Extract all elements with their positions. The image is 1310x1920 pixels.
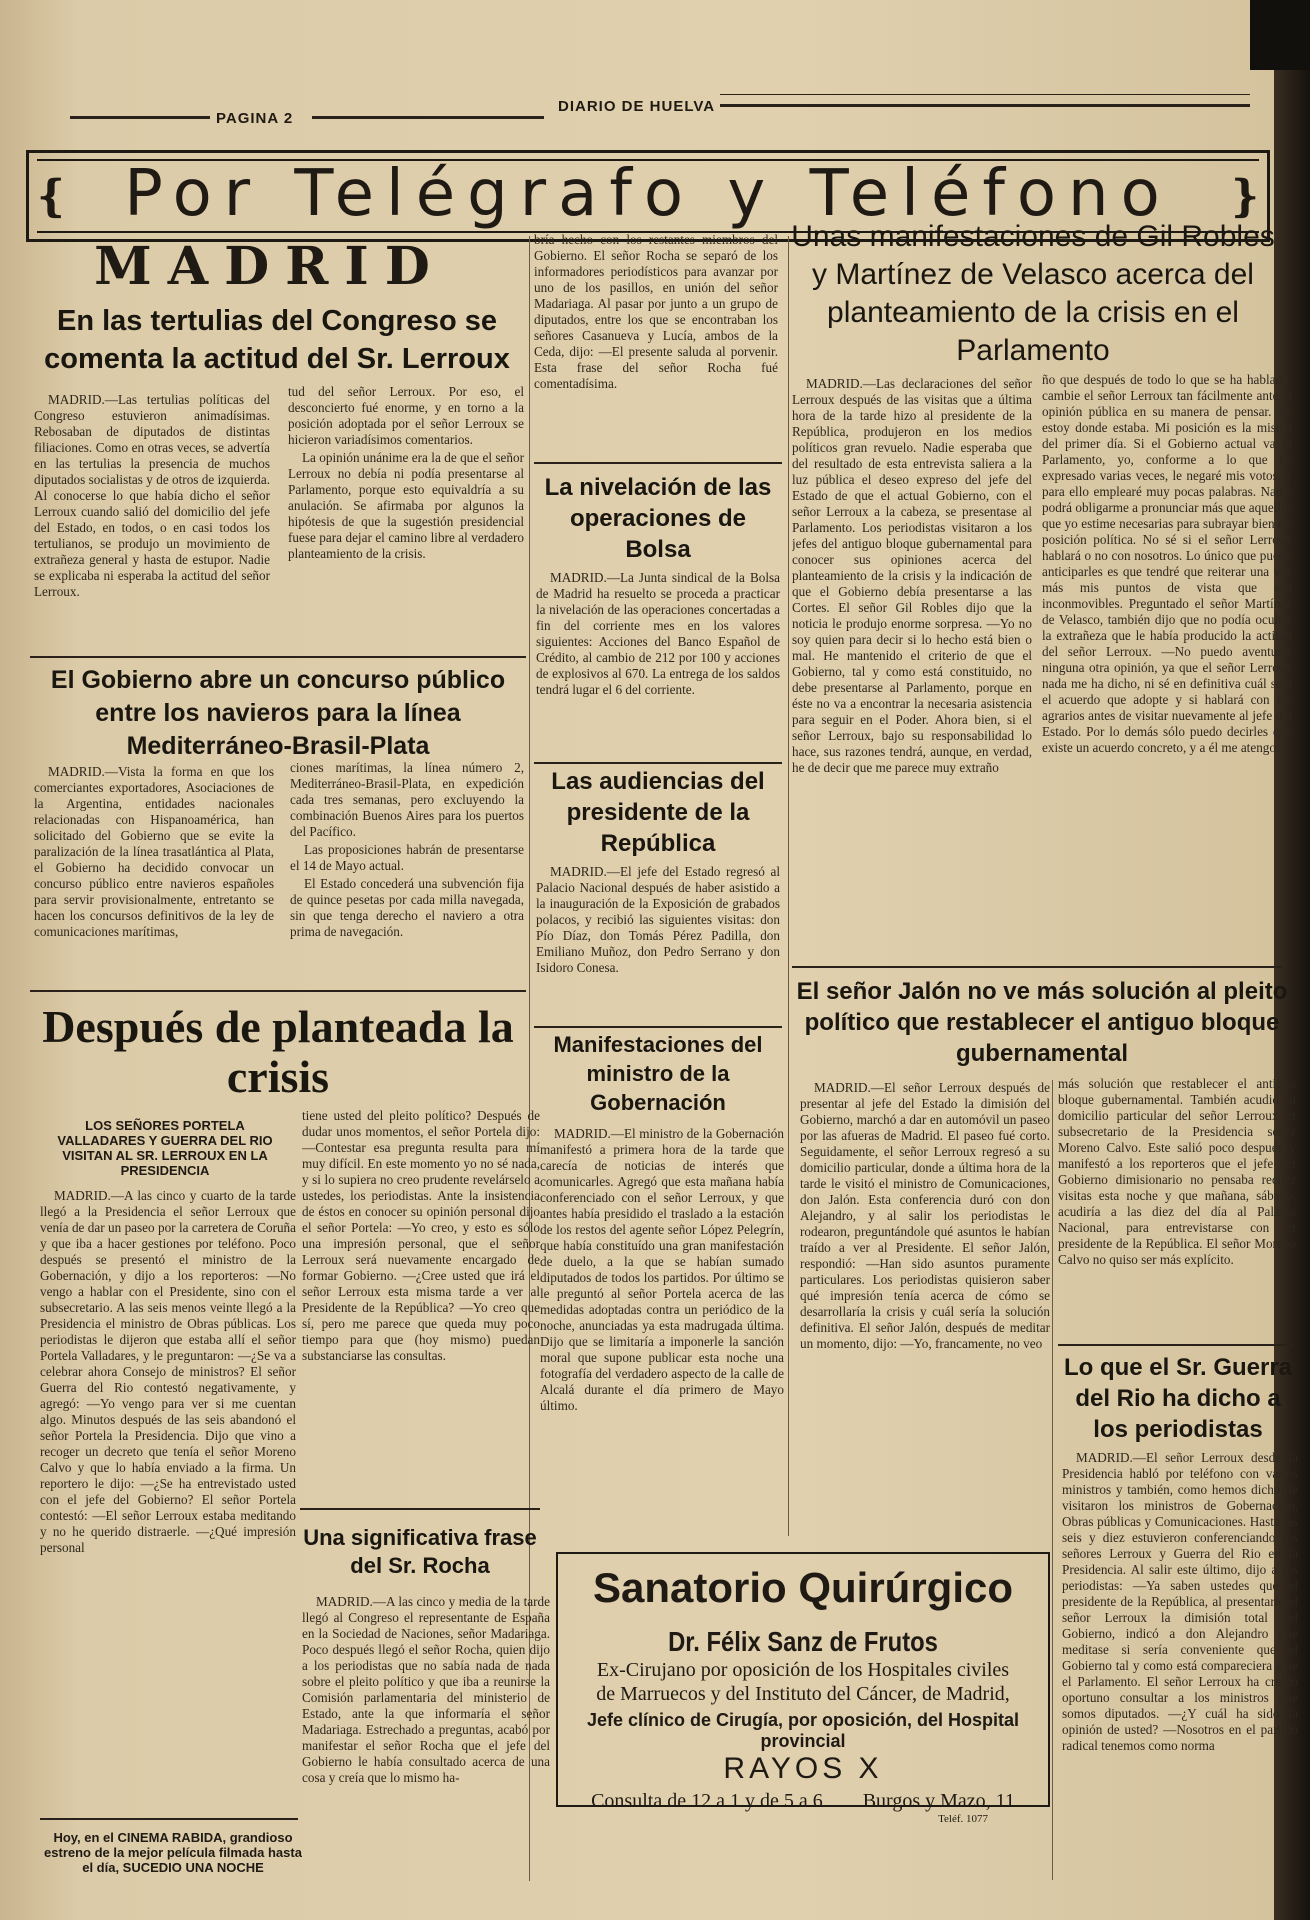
separator — [534, 762, 782, 764]
ad-credentials-2: de Marruecos y del Instituto del Cáncer, de Madrid, — [596, 1683, 1010, 1705]
paragraph: MADRID.—A las cinco y cuarto de la tarde llegó a la Presidencia el señor Lerroux que venía de dar un paseo por la carretera de Coruña y que iba a hacer gestiones por teléfono. Poco después se presentó el ministro de la Gobernación, y dijo a los reporteros: —No vengo a hablar con el Presidente, sino con el subsecretario. A las seis menos veinte llegó a la Presidencia el ministro de Obras públicas. Los periodistas le dijeron que estaba allí el señor Portela Valladares, y le preguntaron: —¿Se va a celebrar ahora Consejo de ministros? El señor Guerra del Rio contestó negativamente, y agregó: —Yo vengo para ver si me cuentan algo. Minutos después de las seis abandonó el señor Portela la Presidencia. Dijo que vino a recoger un decreto que tenía el señor Moreno Calvo y que lo había enviado a la firma. Un reportero le dijo: —¿Se ha entrevistado usted con el jefe del Gobierno? El señor Portela contestó: —El señor Lerroux estaba meditando y no he querido distraerle. —¿Qué impresión personal — [40, 1188, 296, 1555]
headline-guerra: Lo que el Sr. Guerra del Rio ha dicho a los periodistas — [1063, 1354, 1293, 1443]
headline-concurso: El Gobierno abre un concurso público entre los navieros para la línea Mediterráneo-Brasil-Plata — [50, 666, 506, 760]
article-gobernacion — [540, 1126, 784, 1536]
header-rule-left — [70, 116, 210, 119]
headline-rocha: Una significativa frase del Sr. Rocha — [303, 1525, 537, 1578]
headline-gilrobles: Unas manifestaciones de Gil Robles y Martínez de Velasco acerca del planteamiento de la crisis en el Parlamento — [791, 220, 1275, 367]
headline-gobernacion: Manifestaciones del ministro de la Gobernación — [553, 1032, 763, 1115]
paragraph: MADRID.—A las cinco y media de la tarde llegó al Congreso el representante de España en la Sociedad de Naciones, señor Madariaga. Poco después llegó el señor Rocha, quien dijo a los periodistas que no sabía nada de nada sobre el pleito político y que iba a reunirse la Comisión parlamentaria del ministerio de Estado, ante la que informaría el señor Madariaga. Estrechado a preguntas, acabó por manifestar el señor Rocha que el jefe del Gobierno le había consultado acerca de una cosa y creía que lo mismo ha- — [302, 1594, 550, 1785]
article-gilrobles-col2 — [1042, 372, 1292, 928]
paragraph: El Estado concederá una subvención fija de quince pesetas por cada milla navegada, sin que tenga derecho el naviero a otra prima de navegación. — [290, 876, 524, 939]
article-jalon-col2 — [1058, 1076, 1296, 1340]
paragraph: MADRID.—El señor Lerroux después de presentar al jefe del Estado la dimisión del Gobierno, marchó a dar en automóvil un paseo por las afueras de Madrid. El paseo fué corto. Seguidamente, el señor Lerroux regresó a su domicilio particular, donde a última hora de la tarde le visitó el ministro de Comunicaciones, don Jalón. Esta conferencia duró con don Alejandro, y al salir los periodistas le rodearon, preguntándole qué asuntos le habían traído a ver al Presidente. El señor Jalón, respondió: —Han sido asuntos puramente particulares. Los periodistas quisieron saber qué impresión tenía acerca de cómo se desarrollaría la crisis y cuál sería la solución definitiva. El señor Jalón, después de meditar un momento, dijo: —Yo, francamente, no veo — [800, 1080, 1050, 1351]
ad-doctor: Dr. Félix Sanz de Frutos — [668, 1626, 938, 1657]
article-tertulias-col1 — [34, 392, 270, 654]
paragraph: ño que después de todo lo que se ha hablado, cambie el señor Lerroux tan fácilmente ante la opinión pública en su manera de pensar. Yo estoy donde estaba. Mi posición es la misma del primer día. Si el Gobierno actual va al Parlamento, yo, conforme a lo que he expresado varias veces, le negaré mis votos, y para ello emplearé muy pocas palabras. Nadie podrá obligarme a pronunciar más que aquellas que yo estime necesarias para subrayar bien mi posición política. No sé si el señor Lerroux hablará o no con nosotros. Lo único que puedo anticiparles es que tendré que reiterar una vez más mis puntos de vista que son inconmovibles. Preguntado el señor Martínez de Velasco, también dijo que no podía ocultar la extrañeza que le había producido la actitud del señor Lerroux. —No puedo aventurar ninguna otra opinión, ya que el señor Lerroux nada me ha dicho, ni sé en definitiva cuál será el acuerdo que adopte y si hablará con los agrarios antes de visitar nuevamente al jefe del Estado. Por lo demás sólo puedo decirles que existe un acuerdo concreto, y a él me atengo. — [1042, 372, 1292, 755]
column-rule-2 — [788, 236, 789, 1536]
ad-credentials-1: Ex-Cirujano por oposición de los Hospitales civiles — [596, 1659, 1010, 1681]
paragraph: Las proposiciones habrán de presentarse el 14 de Mayo actual. — [290, 842, 524, 873]
headline-jalon: El señor Jalón no ve más solución al pleito político que restablecer el antiguo bloque gubernamental — [796, 978, 1288, 1067]
paragraph: bría hecho con los restantes miembros del Gobierno. El señor Rocha se separó de los informadores periodísticos para avanzar por uno de los pasillos, en unión del señor Madariaga. Al pasar por junto a un grupo de diputados, entre los que se encontraban los señores Casanueva y Lucía, ambos de la Ceda, dijo: —El presente saluda al porvenir. Esta frase del señor Rocha fué comentadísima. — [534, 232, 778, 391]
cinema-promo: Hoy, en el CINEMA RABIDA, grandioso estreno de la mejor película filmada hasta el día, SUCEDIO UNA NOCHE — [44, 1830, 302, 1875]
paragraph: MADRID.—La Junta sindical de la Bolsa de Madrid ha resuelto se proceda a practicar la nivelación de las operaciones concertadas a fin del corriente mes en los valores siguientes: Acciones del Banco Español de Crédito, al cambio de 212 por 100 y acciones de explosivos al 670. La entrega de los saldos tendrá lugar el 6 del corriente. — [536, 570, 780, 697]
paragraph: MADRID.—El jefe del Estado regresó al Palacio Nacional después de haber asistido a la inauguración de la Exposición de grabados polacos, y recibió las siguientes visitas: don Pío Díaz, don Tomás Pérez Padilla, don Emiliano Muñoz, don Pedro Serrano y don Isidoro Conesa. — [536, 864, 780, 975]
separator — [30, 990, 526, 992]
header-rule-right-thin — [720, 94, 1250, 95]
article-tertulias-col2 — [288, 384, 524, 654]
article-jalon-col1 — [800, 1080, 1050, 1536]
headline-audiencias: Las audiencias del presidente de la República — [551, 768, 765, 857]
article-crisis-col1 — [40, 1188, 296, 1816]
article-concurso-col1 — [34, 764, 274, 986]
separator — [1058, 1344, 1294, 1346]
ad-address: Burgos y Mazo, 11 — [862, 1790, 1015, 1812]
ad-title: Sanatorio Quirúrgico — [592, 1564, 1014, 1611]
ad-credentials-3: Jefe clínico de Cirugía, por oposición, del Hospital provincial — [586, 1710, 1020, 1751]
ad-phone: Teléf. 1077 — [938, 1813, 988, 1825]
ad-xray: RAYOS X — [723, 1752, 883, 1785]
ad-hours: Consulta de 12 a 1 y de 5 a 6 — [591, 1790, 823, 1812]
article-gilrobles-col1 — [792, 376, 1032, 928]
column-rule-3 — [1052, 1080, 1053, 1880]
paragraph: La opinión unánime era la de que el señor Lerroux no debía ni podía presentarse al Parlamento, porque esto equivaldría a su anulación. Se afirmaba por algunos la hipótesis de que la sugestión presidencial fuese para dejar el camino libre al verdadero planteamiento de la crisis. — [288, 450, 524, 561]
paper-name: DIARIO DE HUELVA — [558, 98, 716, 115]
binding-corner — [1250, 0, 1310, 70]
paragraph: MADRID.—Las declaraciones del señor Lerroux después de las visitas que a última hora de la tarde hizo al presidente de la República, produjeron en los medios políticos gran revuelo. Nadie esperaba que del resultado de esta entrevista saliera a la luz pública el deseo expreso del jefe del Estado de que el actual Gobierno, con el señor Lerroux a la cabeza, se presentase al Parlamento. Los periodistas visitaron a los jefes del antiguo bloque gubernamental para conocer sus opiniones acerca del planteamiento de la crisis y la indicación de que el Gobierno debía presentarse a las Cortes. El señor Gil Robles dijo que la noticia le produjo enorme sorpresa. —Yo no soy quien para decir si lo hecho está bien o mal. He mantenido el criterio de que el Gobierno, tal y como está constituido, no debe presentarse al Parlamento, porque en éste no va a encontrar la necesaria asistencia para seguir en el Poder. Ahora bien, si el señor Lerroux, bajo su responsabilidad lo hace, sus razones tendrá, aunque, en verdad, he de decir que me parece muy extraño — [792, 376, 1032, 775]
paragraph: tiene usted del pleito político? Después de dudar unos momentos, el señor Portela dijo: —Contestar esa pregunta resulta para mí muy difícil. En este momento yo no sé nada, y si lo supiera no creo prudente revelárselo a ustedes, los periodistas. Ante la insistencia de éstos en conocer su opinión personal dijo el señor Portela: —Yo creo, y esto es sólo una impresión personal, que el señor Lerroux será nuevamente encargado de formar Gobierno. —¿Cree usted que irá el señor Lerroux esta misma tarde a ver al Presidente de la República? —Yo creo que sí, pero me parece que queda muy poco tiempo para que (hoy mismo) puedan substanciarse las consultas. — [302, 1108, 540, 1363]
section-madrid: MADRID — [94, 236, 446, 297]
header-rule-right — [720, 104, 1250, 107]
paragraph: ciones marítimas, la línea número 2, Mediterráneo-Brasil-Plata, en expedición cada tres semanas, pero excluyendo la combinación Buenos Aires para los puertos del Pacífico. — [290, 760, 524, 839]
article-concurso-col2 — [290, 760, 524, 986]
article-rocha-continued — [534, 232, 778, 458]
paragraph: más solución que restablecer el antiguo bloque gubernamental. También acudió al domicilio particular del señor Lerroux el subsecretario de la Presidencia señor Moreno Calvo. Este salió poco después y manifestó a los reporteros que el jefe del Gobierno dimisionario no pensaba recibir visitas esta noche y que mañana, sábado, acudiría a las diez del día al Palacio Nacional, para entrevistarse con el presidente de la República. El señor Moreno Calvo no quiso ser más explícito. — [1058, 1076, 1296, 1267]
paragraph: tud del señor Lerroux. Por eso, el desconcierto fué enorme, y en torno a la posición adoptada por el señor Lerroux se hicieron variadísimos comentarios. — [288, 384, 524, 447]
separator — [300, 1508, 540, 1510]
paragraph: MADRID.—Vista la forma en que los comerciantes exportadores, Asociaciones de la Argentina, entidades nacionales relacionadas con Hispanoamérica, han solicitado del Gobierno que se evite la paralización de la línea trasatlántica al Plata, el Gobierno ha decidido convocar un concurso público entre navieros españoles para servir provisionalmente, entretanto se hacen los concursos definitivos de la ley de comunicaciones marítimas, — [34, 764, 274, 939]
article-guerra — [1062, 1450, 1298, 1888]
headline-tertulias: En las tertulias del Congreso se comenta la actitud del Sr. Lerroux — [44, 305, 510, 375]
separator — [534, 462, 782, 464]
header-rule-mid — [312, 116, 544, 119]
separator — [30, 656, 526, 658]
banner-ornament-left: ❴ — [33, 172, 70, 221]
headline-crisis: Después de planteada la crisis — [42, 1001, 514, 1102]
paragraph: MADRID.—El señor Lerroux desde la Presidencia habló por teléfono con varios ministros y también, como hemos dicho, le visitaron los ministros de Gobernación, Obras públicas y Comunicaciones. Hasta las seis y diez estuvieron conferenciando los señores Lerroux y Guerra del Rio en la Presidencia. Al salir este último, dijo a los periodistas: —Ya saben ustedes que el presidente de la República, al presentarle el señor Lerroux la dimisión total del Gobierno, indicó a don Alejandro que meditase si sería conveniente que el Gobierno tal y como está compareciera ante el Parlamento. El señor Lerroux ha creído oportuno consultar a los ministros que somos diputados. —¿Y cuál ha sido la opinión de usted? —Nosotros en el partido radical tenemos como norma — [1062, 1450, 1298, 1753]
separator — [792, 966, 1282, 968]
banner-ornament-right: ❵ — [1226, 172, 1263, 221]
article-bolsa — [536, 570, 780, 762]
paragraph: MADRID.—Las tertulias políticas del Congreso estuvieron animadísimas. Rebosaban de diputados de distintas filiaciones. Como en otras veces, se advertía en las tertulias la presencia de muchos diputados socialistas y de otros de izquierda. Al conocerse lo que había dicho el señor Lerroux cuando salió del domicilio del jefe del Estado, en todos, o en casi todos los tertulianos, se produjo un movimiento de extrañeza general y hasta de estupor. Nadie se explicaba ni esperaba la actitud del señor Lerroux. — [34, 392, 270, 599]
separator — [534, 1026, 782, 1028]
page-number: PAGINA 2 — [216, 110, 294, 127]
article-crisis-col2 — [302, 1108, 540, 1548]
paragraph: MADRID.—El ministro de la Gobernación manifestó a primera hora de la tarde que carecía de noticias de interés que comunicarles. Agregó que esta mañana había conferenciado con el señor Lerroux, y que antes había presidido el traslado a la estación de los restos del agente señor López Pelegrín, que había constituído una gran manifestación de duelo, a la que se habían sumado diputados de todos los partidos. Por último se le preguntó al señor Portela acerca de las medidas adoptadas contra un periódico de la noche, anunciadas ya esta madrugada última. Dijo que se limitaría a imponerle la sanción moral que supone publicar esta noche una fotografía del verdadero aspecto de la calle de Alcalá durante el día primero de Mayo último. — [540, 1126, 784, 1413]
subheadline-crisis: LOS SEÑORES PORTELA VALLADARES Y GUERRA DEL RIO VISITAN AL SR. LERROUX EN LA PRESIDENCIA — [57, 1118, 273, 1178]
article-audiencias — [536, 864, 780, 1024]
banner-title: Por Telégrafo y Teléfono — [124, 157, 1172, 231]
article-rocha — [302, 1594, 550, 1888]
sanatorio-ad — [556, 1552, 1050, 1825]
headline-bolsa: La nivelación de las operaciones de Bolsa — [544, 474, 772, 563]
separator — [40, 1818, 298, 1820]
ad-consult-row — [558, 1790, 1048, 1813]
